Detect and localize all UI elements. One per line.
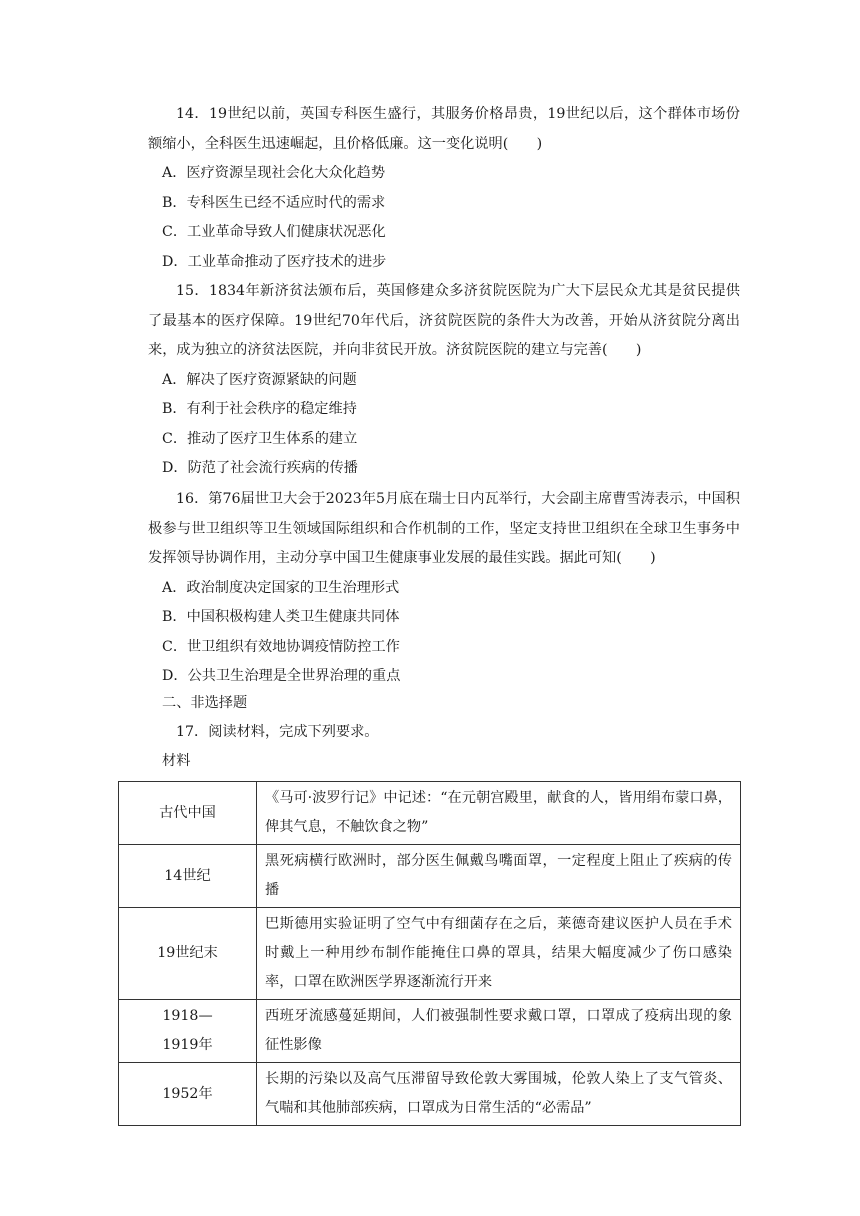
option-d: D．公共卫生治理是全世界治理的重点 [162,668,401,684]
option-b: B．有利于社会秩序的稳定维持 [162,401,357,417]
material-label: 材料 [162,753,191,769]
era-cell: 古代中国 [119,782,257,845]
question-14 [148,100,740,277]
option-a: A．政治制度决定国家的卫生治理形式 [162,579,400,596]
question-17-stem: 17．阅读材料，完成下列要求。 [176,724,379,740]
question-15 [148,277,740,484]
era-cell: 19世纪末 [119,908,257,1000]
section-title: 二、非选择题 [162,695,248,711]
era-cell: 14世纪 [119,845,257,908]
era-cell [119,1000,257,1063]
table-row [119,1000,741,1063]
question-stem: 15．1834年新济贫法颁布后，英国修建众多济贫院医院为广大下层民众尤其是贫民提供了最基本的医疗保障。19世纪70年代后，济贫院医院的条件大为改善，开始从济贫院分离出来，成为独立的济贫法医院，并向非贫民开放。济贫院医院的建立与完善( ) [148,283,740,358]
option-c: C．世卫组织有效地协调疫情防控工作 [162,638,400,655]
era-line: 1919年 [162,1037,213,1053]
desc-cell: 长期的污染以及高气压滞留导致伦敦大雾围城，伦敦人染上了支气管炎、气喘和其他肺部疾病，口罩成为日常生活的“必需品” [257,1063,741,1126]
option-c: C．推动了医疗卫生体系的建立 [162,430,358,447]
table-row [119,908,741,1000]
option-c: C．工业革命导致人们健康状况恶化 [162,224,386,240]
option-d: D．防范了社会流行疾病的传播 [162,460,358,476]
desc-cell: 巴斯德用实验证明了空气中有细菌存在之后，莱德奇建议医护人员在手术时戴上一种用纱布制作能掩住口鼻的罩具，结果大幅度减少了伤口感染率，口罩在欧洲医学界逐渐流行开来 [257,908,741,1000]
era-cell: 1952年 [119,1063,257,1126]
desc-cell: 西班牙流感蔓延期间，人们被强制性要求戴口罩，口罩成了疫病出现的象征性影像 [257,1000,741,1063]
question-stem: 14．19世纪以前，英国专科医生盛行，其服务价格昂贵，19世纪以后，这个群体市场份额缩小，全科医生迅速崛起，且价格低廉。这一变化说明( ) [148,106,740,152]
desc-cell: 《马可·波罗行记》中记述：“在元朝宫殿里，献食的人，皆用绢布蒙口鼻，俾其气息，不触饮食之物” [257,782,741,845]
option-a: A．解决了医疗资源紧缺的问题 [162,371,357,388]
table-row [119,782,741,845]
option-a: A．医疗资源呈现社会化大众化趋势 [162,165,386,181]
option-b: B．中国积极构建人类卫生健康共同体 [162,609,400,625]
material-table [118,781,741,1126]
table-row [119,1063,741,1126]
desc-cell: 黑死病横行欧洲时，部分医生佩戴鸟嘴面罩，一定程度上阻止了疾病的传播 [257,845,741,908]
question-stem: 16．第76届世卫大会于2023年5月底在瑞士日内瓦举行，大会副主席曹雪涛表示，中国积极参与世卫组织等卫生领域国际组织和合作机制的工作，坚定支持世卫组织在全球卫生事务中发挥领导协调作用，主动分享中国卫生健康事业发展的最佳实践。据此可知( ) [148,491,740,566]
question-16 [148,485,740,692]
option-d: D．工业革命推动了医疗技术的进步 [162,253,387,270]
table-row [119,845,741,908]
era-line: 1918— [162,1008,213,1024]
option-b: B．专科医生已经不适应时代的需求 [162,194,386,211]
